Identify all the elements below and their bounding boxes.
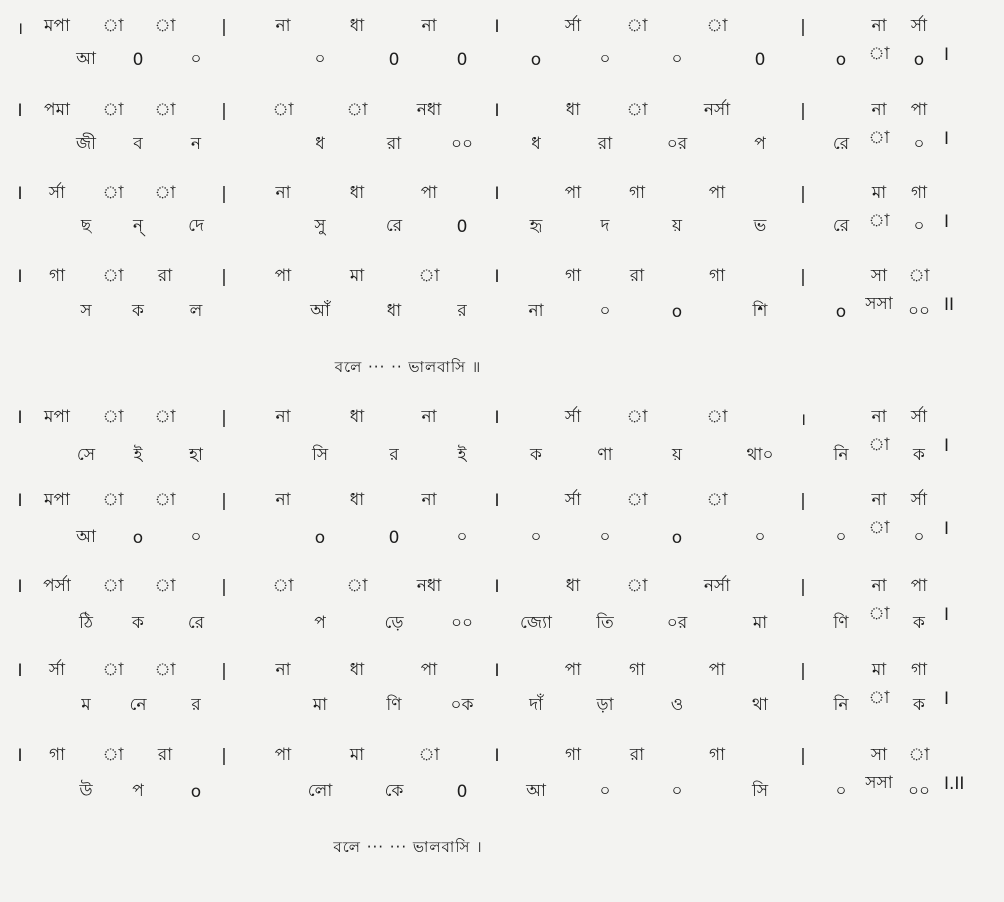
note-cell: া	[154, 183, 176, 203]
note-cell: পা	[274, 266, 292, 286]
lyric-syllable: থা০	[746, 445, 774, 465]
note-cell: মপা	[44, 407, 70, 427]
note-cell: া	[102, 660, 124, 680]
lyric-syllable: রে	[832, 134, 850, 154]
bar-line: |	[221, 184, 227, 204]
bar-line: I	[944, 212, 950, 232]
refrain-footer: বলে ··· ··· ভালবাসি ।	[333, 838, 483, 856]
note-cell: মা	[871, 660, 887, 680]
note-cell: পা	[564, 660, 582, 680]
lyric-syllable: হা	[189, 445, 203, 465]
bar-line: |	[221, 491, 227, 511]
lyric-syllable: দে	[188, 216, 204, 236]
bar-line: |	[800, 746, 806, 766]
note-cell: র্সা	[910, 16, 928, 36]
lyric-syllable: নে	[129, 695, 147, 715]
bar-line: I	[944, 129, 950, 149]
note-cell: মপা	[44, 16, 70, 36]
lyric-syllable: ০	[190, 527, 202, 547]
note-cell: রা	[157, 266, 173, 286]
note-cell: না	[871, 100, 887, 120]
lyric-syllable: 0	[456, 50, 468, 70]
bar-line: I	[494, 577, 500, 597]
note-cell: না	[275, 490, 291, 510]
lyric-syllable: o	[314, 528, 326, 548]
lyric-syllable: হৃ	[529, 216, 543, 236]
lyric-syllable: o	[671, 302, 683, 322]
note-cell: া	[908, 745, 930, 765]
lyric-syllable: রা	[386, 134, 402, 154]
note-cell: র্সা	[910, 407, 928, 427]
note-cell: ধা	[349, 407, 365, 427]
lyric-syllable: ড়ে	[384, 613, 404, 633]
note-cell: া	[102, 576, 124, 596]
note-cell: গা	[628, 183, 646, 203]
note-cell: পা	[564, 183, 582, 203]
note-cell: র্সা	[564, 407, 582, 427]
note-cell: া	[868, 128, 890, 148]
lyric-syllable: জ্যো	[520, 613, 552, 633]
lyric-syllable: ০র	[666, 613, 688, 633]
note-cell: া	[102, 183, 124, 203]
note-cell: া	[418, 266, 440, 286]
note-cell: না	[421, 490, 437, 510]
note-cell: ধা	[349, 16, 365, 36]
bar-line: I	[944, 605, 950, 625]
note-cell: া	[626, 16, 648, 36]
note-cell: নর্সা	[703, 100, 731, 120]
bar-line: |	[800, 491, 806, 511]
lyric-syllable: ০	[190, 49, 202, 69]
notation-note-row	[0, 180, 950, 232]
lyric-syllable: 0	[132, 50, 144, 70]
note-cell: া	[626, 576, 648, 596]
note-cell: ধা	[349, 183, 365, 203]
lyric-syllable: ড়া	[596, 695, 614, 715]
note-cell: া	[154, 576, 176, 596]
note-cell: গা	[910, 660, 928, 680]
note-cell: পা	[708, 183, 726, 203]
bar-line: I	[494, 101, 500, 121]
bar-line: |	[800, 184, 806, 204]
lyric-syllable: স	[80, 301, 92, 321]
lyric-syllable: ঠি	[79, 613, 93, 633]
lyric-syllable: ০	[599, 301, 611, 321]
note-cell: র্সা	[910, 490, 928, 510]
note-cell: সা	[870, 745, 888, 765]
note-cell: া	[102, 100, 124, 120]
lyric-syllable: ০	[754, 527, 766, 547]
note-cell: া	[154, 660, 176, 680]
note-cell: া	[626, 100, 648, 120]
lyric-syllable: ন্	[132, 216, 144, 236]
lyric-syllable: ০	[599, 49, 611, 69]
note-cell: না	[275, 407, 291, 427]
lyric-syllable: o	[132, 528, 144, 548]
note-cell: সা	[870, 266, 888, 286]
note-cell: া	[868, 688, 890, 708]
bar-line: I	[494, 267, 500, 287]
bar-line: I	[17, 101, 23, 121]
note-cell: সসা	[865, 773, 893, 793]
note-cell: ধা	[349, 660, 365, 680]
lyric-syllable: শি	[752, 301, 768, 321]
bar-line: |	[221, 577, 227, 597]
note-cell: র্সা	[564, 490, 582, 510]
note-cell: রা	[629, 745, 645, 765]
lyric-syllable: জী	[75, 134, 97, 154]
lyric-syllable-row	[0, 130, 925, 160]
lyric-syllable: 0	[388, 528, 400, 548]
bar-line: |	[221, 267, 227, 287]
note-cell: গা	[48, 745, 66, 765]
lyric-syllable: 0	[754, 50, 766, 70]
lyric-syllable: ও	[670, 695, 684, 715]
lyric-syllable: ক	[132, 613, 144, 633]
lyric-syllable-row	[0, 45, 925, 75]
note-cell: না	[871, 490, 887, 510]
lyric-syllable: ০	[835, 527, 847, 547]
note-cell: া	[346, 576, 368, 596]
note-cell: া	[272, 576, 294, 596]
note-cell: র্সা	[564, 16, 582, 36]
lyric-syllable-row	[0, 212, 925, 242]
note-cell: গা	[48, 266, 66, 286]
lyric-syllable: সে	[76, 445, 96, 465]
note-cell: া	[102, 490, 124, 510]
note-cell: গা	[628, 660, 646, 680]
lyric-syllable: ০	[671, 49, 683, 69]
note-cell: না	[421, 16, 437, 36]
note-cell: না	[871, 16, 887, 36]
note-cell: া	[102, 16, 124, 36]
note-cell: া	[102, 266, 124, 286]
bar-line: |	[800, 661, 806, 681]
note-cell: গা	[708, 745, 726, 765]
note-cell: া	[868, 211, 890, 231]
note-cell: রা	[157, 745, 173, 765]
notation-note-row	[0, 487, 950, 539]
lyric-syllable: ভ	[753, 216, 767, 236]
bar-line: I	[944, 519, 950, 539]
note-cell: া	[706, 407, 728, 427]
lyric-syllable: ব	[133, 134, 143, 154]
lyric-syllable: ণা	[597, 445, 613, 465]
note-cell: া	[154, 490, 176, 510]
lyric-syllable: য়	[671, 216, 682, 236]
lyric-syllable: ০ক	[450, 695, 474, 715]
note-cell: া	[102, 745, 124, 765]
note-cell: মা	[349, 745, 365, 765]
note-cell: ধা	[349, 490, 365, 510]
note-cell: পা	[910, 576, 928, 596]
bar-line: |	[800, 101, 806, 121]
note-cell: না	[275, 183, 291, 203]
note-cell: মপা	[44, 490, 70, 510]
notation-note-row	[0, 13, 950, 65]
lyric-syllable: রে	[385, 216, 403, 236]
note-cell: া	[154, 16, 176, 36]
note-cell: না	[871, 407, 887, 427]
lyric-syllable: ০	[314, 49, 326, 69]
lyric-syllable: মা	[752, 613, 768, 633]
lyric-syllable: ণি	[386, 695, 402, 715]
lyric-syllable-row	[0, 691, 925, 721]
lyric-syllable: লো	[307, 781, 333, 801]
note-cell: গা	[708, 266, 726, 286]
note-cell: া	[102, 407, 124, 427]
bar-line: |	[221, 17, 227, 37]
note-cell: না	[275, 16, 291, 36]
lyric-syllable-row	[0, 441, 925, 471]
note-cell: ধা	[565, 100, 581, 120]
bar-line: |	[800, 17, 806, 37]
note-cell: মা	[349, 266, 365, 286]
note-cell: া	[868, 604, 890, 624]
note-cell: া	[346, 100, 368, 120]
lyric-syllable: ০	[599, 781, 611, 801]
bar-line: II	[944, 295, 955, 315]
lyric-syllable: ০০	[450, 613, 474, 633]
lyric-syllable: o	[913, 50, 925, 70]
note-cell: া	[154, 407, 176, 427]
lyric-syllable: ক	[132, 301, 144, 321]
lyric-syllable: ০	[456, 527, 468, 547]
bar-line: I	[944, 45, 950, 65]
lyric-syllable: ০০	[907, 781, 931, 801]
lyric-syllable: য়	[671, 445, 682, 465]
lyric-syllable: ০	[913, 216, 925, 236]
note-cell: া	[706, 490, 728, 510]
lyric-syllable: রে	[832, 216, 850, 236]
lyric-syllable: ছ	[80, 216, 92, 236]
lyric-syllable: র	[389, 445, 399, 465]
lyric-syllable: র	[191, 695, 201, 715]
bar-line: ।	[16, 18, 24, 39]
lyric-syllable: প	[132, 781, 144, 801]
lyric-syllable: রা	[597, 134, 613, 154]
lyric-syllable: ০০	[450, 134, 474, 154]
bar-line: |	[221, 408, 227, 428]
lyric-syllable: সি	[751, 781, 769, 801]
lyric-syllable: o	[190, 782, 202, 802]
note-cell: া	[868, 435, 890, 455]
lyric-syllable: মা	[312, 695, 328, 715]
lyric-syllable: আ	[76, 49, 96, 69]
note-cell: নধা	[416, 576, 442, 596]
lyric-syllable: সি	[311, 445, 329, 465]
lyric-syllable: ০	[671, 781, 683, 801]
bar-line: |	[800, 267, 806, 287]
note-cell: া	[626, 407, 648, 427]
lyric-syllable: থা	[752, 695, 768, 715]
note-cell: া	[626, 490, 648, 510]
bar-line: |	[221, 661, 227, 681]
note-cell: া	[908, 266, 930, 286]
lyric-syllable: ই	[133, 445, 143, 465]
note-cell: পর্সা	[43, 576, 71, 596]
bar-line: I	[17, 184, 23, 204]
note-cell: র্সা	[48, 660, 66, 680]
bar-line: I	[494, 17, 500, 37]
bar-line: |	[800, 577, 806, 597]
lyric-syllable: ক	[913, 445, 925, 465]
bar-line: I	[17, 408, 23, 428]
note-cell: া	[868, 44, 890, 64]
bar-line: I	[17, 661, 23, 681]
lyric-syllable: ০	[913, 527, 925, 547]
lyric-syllable: আ	[76, 527, 96, 547]
lyric-syllable: ল	[189, 301, 203, 321]
note-cell: পা	[910, 100, 928, 120]
bar-line: I.II	[944, 774, 965, 794]
note-cell: নর্সা	[703, 576, 731, 596]
lyric-syllable: ক	[913, 613, 925, 633]
lyric-syllable: ০র	[666, 134, 688, 154]
lyric-syllable: ক	[913, 695, 925, 715]
lyric-syllable: দাঁ	[529, 695, 543, 715]
bar-line: I	[17, 746, 23, 766]
lyric-syllable: না	[528, 301, 544, 321]
lyric-syllable: ন	[190, 134, 202, 154]
bar-line: I	[494, 661, 500, 681]
lyric-syllable: দ	[600, 216, 610, 236]
note-cell: না	[871, 576, 887, 596]
lyric-syllable: ক	[530, 445, 542, 465]
note-cell: পা	[420, 660, 438, 680]
note-cell: া	[868, 518, 890, 538]
lyric-syllable-row	[0, 609, 925, 639]
bar-line: I	[494, 184, 500, 204]
note-cell: া	[272, 100, 294, 120]
note-cell: পা	[274, 745, 292, 765]
lyric-syllable: সু	[314, 216, 326, 236]
bar-line: I	[944, 436, 950, 456]
lyric-syllable: নি	[833, 695, 849, 715]
lyric-syllable: ম	[81, 695, 91, 715]
lyric-syllable: ০	[835, 781, 847, 801]
lyric-syllable: ধ	[315, 134, 325, 154]
lyric-syllable: ০	[913, 134, 925, 154]
note-cell: া	[706, 16, 728, 36]
lyric-syllable: ধা	[386, 301, 402, 321]
lyric-syllable: র	[457, 301, 467, 321]
note-cell: সসা	[865, 294, 893, 314]
lyric-syllable: o	[671, 528, 683, 548]
note-cell: া	[418, 745, 440, 765]
lyric-syllable: 0	[456, 782, 468, 802]
lyric-syllable: আঁ	[310, 301, 330, 321]
bar-line: I	[17, 577, 23, 597]
note-cell: রা	[629, 266, 645, 286]
lyric-syllable: প	[754, 134, 766, 154]
lyric-syllable: আ	[526, 781, 546, 801]
lyric-syllable: ০	[530, 527, 542, 547]
bar-line: I	[944, 689, 950, 709]
note-cell: না	[275, 660, 291, 680]
lyric-syllable: উ	[79, 781, 93, 801]
bar-line: I	[494, 746, 500, 766]
bar-line: I	[17, 267, 23, 287]
lyric-syllable: নি	[833, 445, 849, 465]
bar-line: I	[17, 491, 23, 511]
bar-line: |	[221, 746, 227, 766]
note-cell: পমা	[44, 100, 70, 120]
bar-line: I	[494, 491, 500, 511]
bar-line: |	[221, 101, 227, 121]
note-cell: া	[154, 100, 176, 120]
lyric-syllable: o	[835, 302, 847, 322]
lyric-syllable: 0	[456, 217, 468, 237]
lyric-syllable: প	[314, 613, 326, 633]
note-cell: পা	[420, 183, 438, 203]
lyric-syllable: o	[530, 50, 542, 70]
lyric-syllable: ধ	[531, 134, 541, 154]
lyric-syllable: রে	[187, 613, 205, 633]
note-cell: র্সা	[48, 183, 66, 203]
lyric-syllable: তি	[596, 613, 614, 633]
note-cell: ধা	[565, 576, 581, 596]
note-cell: গা	[910, 183, 928, 203]
lyric-syllable: ই	[457, 445, 467, 465]
lyric-syllable-row	[0, 523, 925, 553]
lyric-syllable: o	[835, 50, 847, 70]
lyric-syllable: কে	[384, 781, 404, 801]
note-cell: মা	[871, 183, 887, 203]
note-cell: পা	[708, 660, 726, 680]
lyric-syllable: ০০	[907, 301, 931, 321]
lyric-syllable: ০	[599, 527, 611, 547]
note-cell: নধা	[416, 100, 442, 120]
lyric-syllable: 0	[388, 50, 400, 70]
note-cell: গা	[564, 745, 582, 765]
bar-line: ।	[799, 409, 807, 430]
note-cell: গা	[564, 266, 582, 286]
lyric-syllable: ণি	[833, 613, 849, 633]
refrain-footer: বলে ··· ·· ভালবাসি ॥	[334, 358, 482, 376]
bar-line: I	[494, 408, 500, 428]
note-cell: না	[421, 407, 437, 427]
